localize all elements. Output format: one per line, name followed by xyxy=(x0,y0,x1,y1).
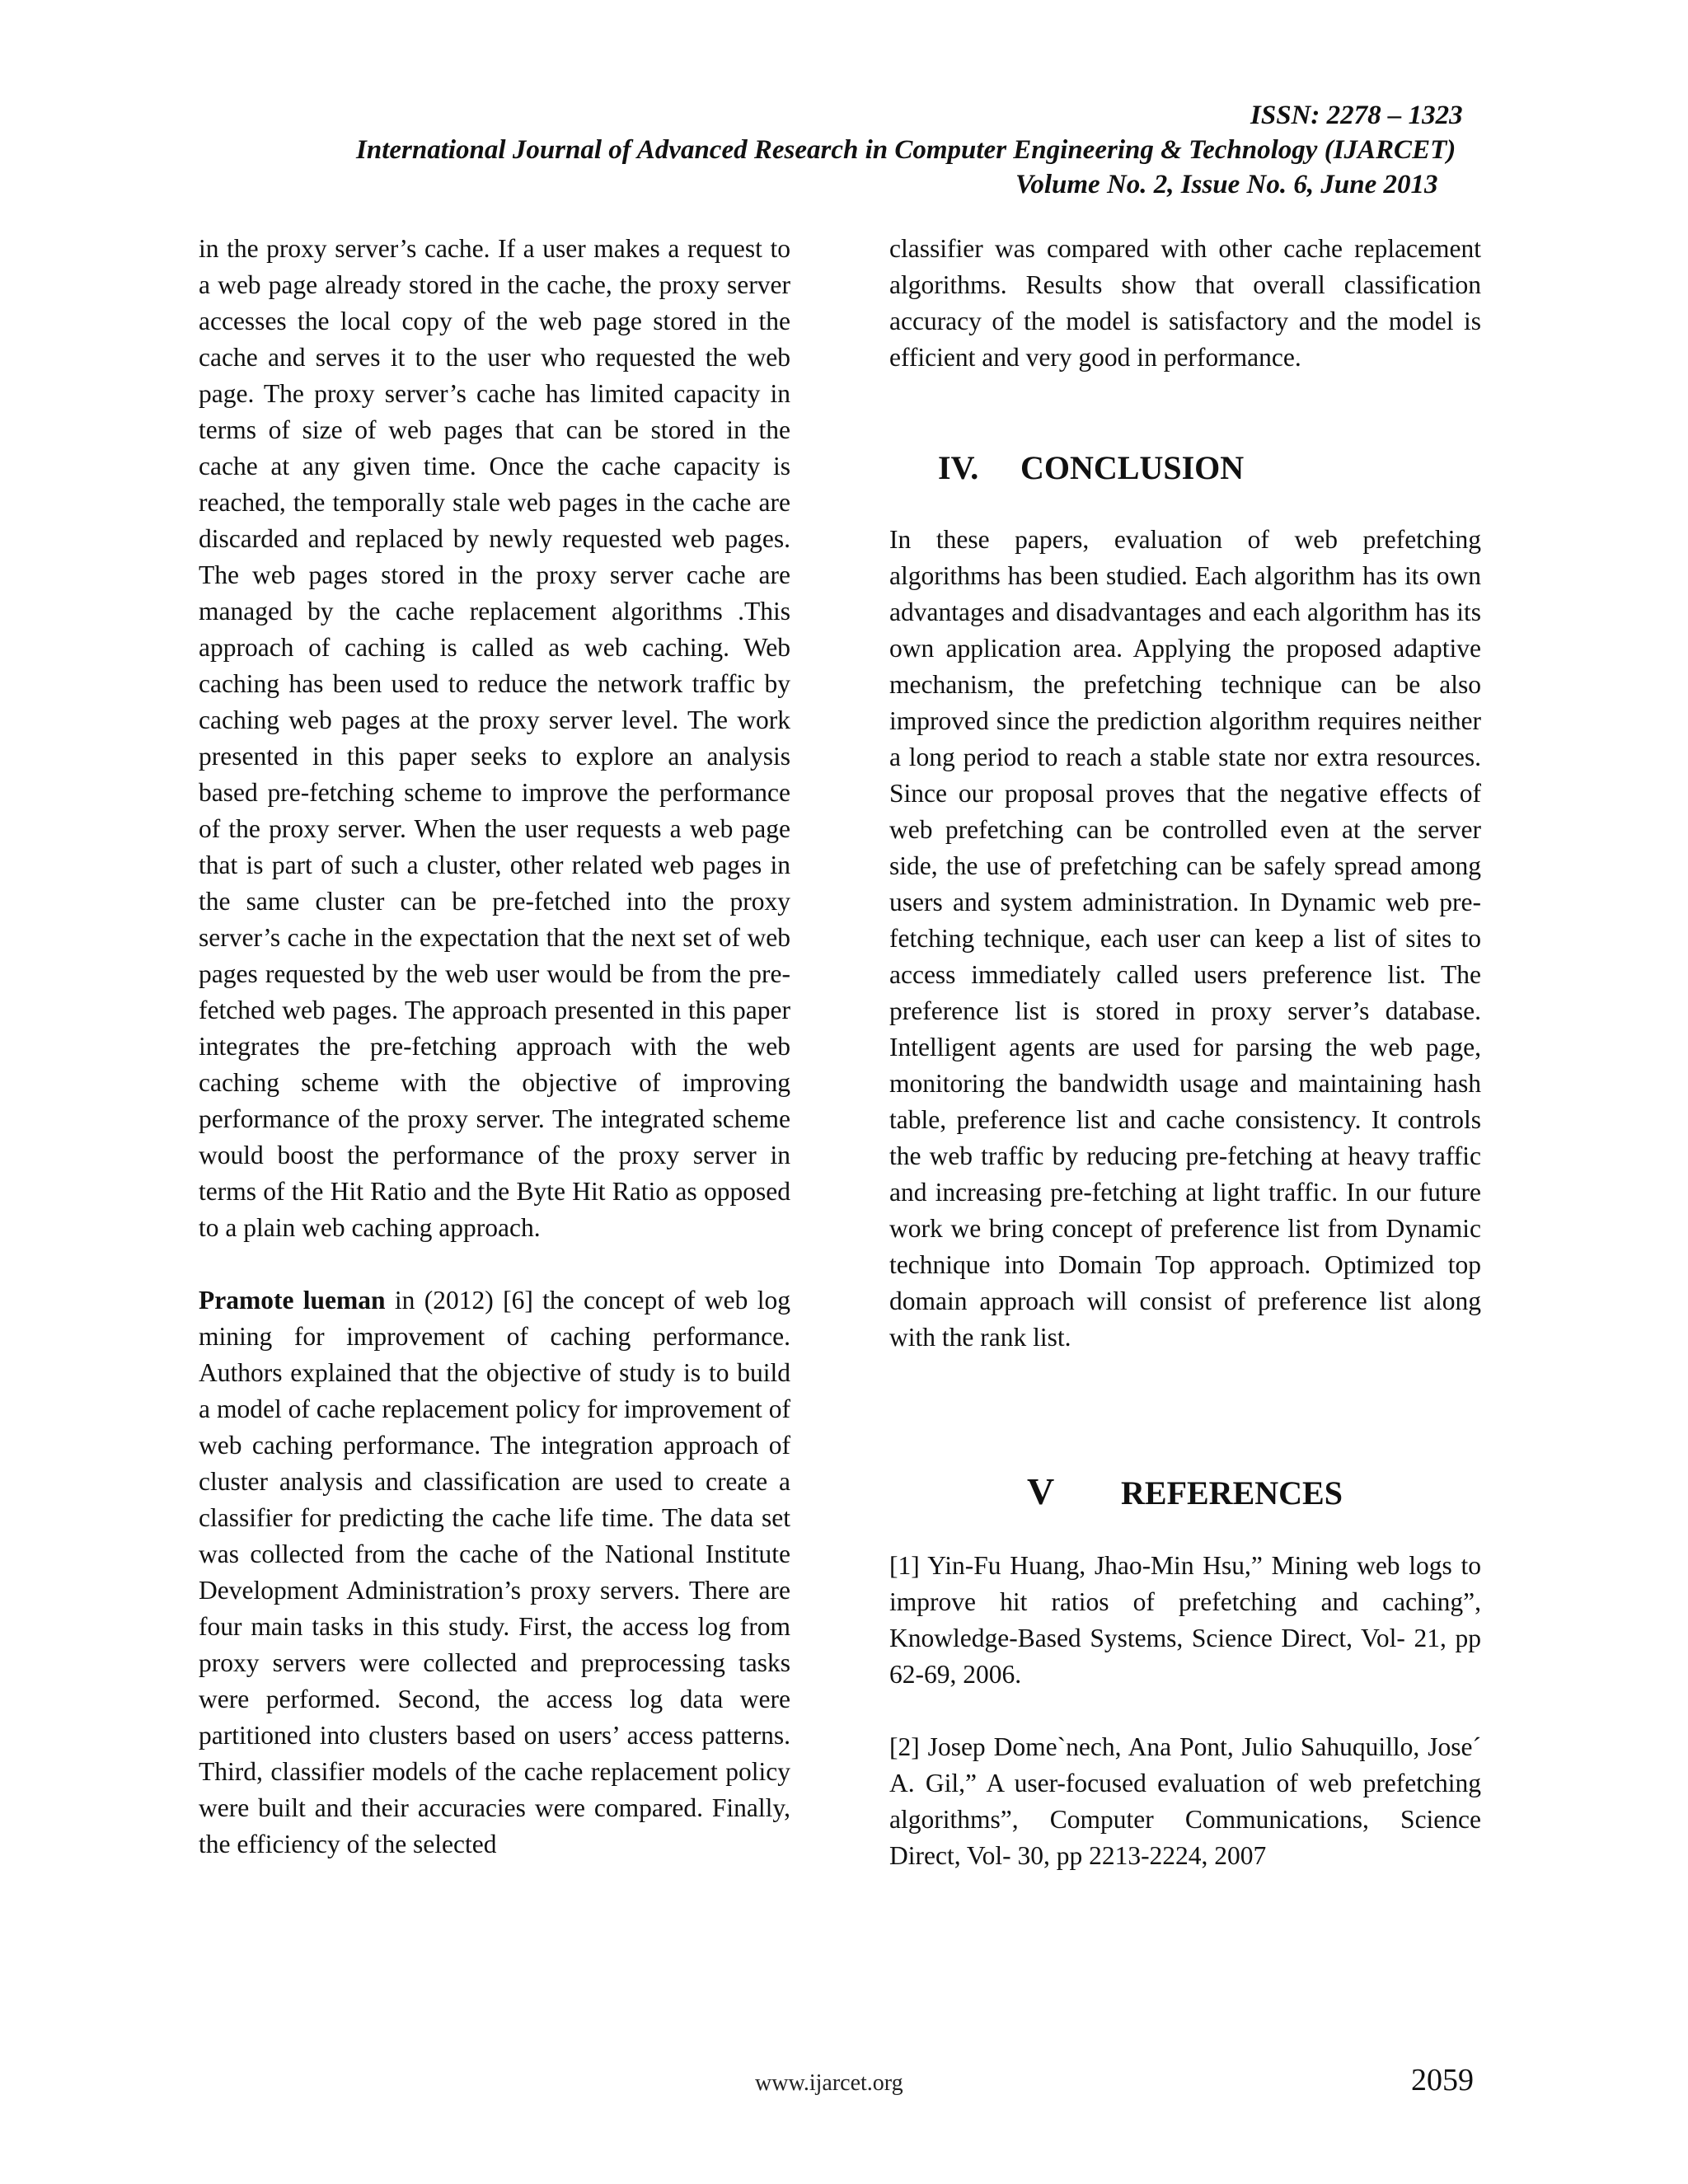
volume-line: Volume No. 2, Issue No. 6, June 2013 xyxy=(1015,170,1438,199)
section-number: V xyxy=(1027,1470,1055,1512)
author-name: Pramote lueman xyxy=(199,1286,386,1315)
body-paragraph-pramote xyxy=(199,1282,790,1863)
page-number: 2059 xyxy=(1411,2063,1474,2097)
section-number: IV. xyxy=(938,449,979,486)
footer-url: www.ijarcet.org xyxy=(755,2070,903,2096)
reference-item: [1] Yin-Fu Huang, Jhao-Min Hsu,” Mining web logs to improve hit ratios of prefetching and caching”, Knowledge-Based Systems, Science Direct, Vol- 21, pp 62-69, 2006. xyxy=(889,1551,1481,1689)
references-list xyxy=(889,1548,1481,1874)
left-column xyxy=(199,231,790,1863)
body-paragraph: In these papers, evaluation of web prefetching algorithms has been studied. Each algorithm has its own advantages and disadvantages and each algorithm has its own application area. Applying the proposed adaptive mechanism, the prefetching technique can be also improved since the prediction algorithm requires neither a long period to reach a stable state nor extra resources. Since our proposal proves that the negative effects of web prefetching can be controlled even at the server side, the use of prefetching can be safely spread among users and system administration. In Dynamic web pre-fetching technique, each user can keep a list of sites to access immediately called users preference list. The preference list is stored in proxy server’s database. Intelligent agents are used for parsing the web page, monitoring the bandwidth usage and maintaining hash table, preference list and cache consistency. It controls the web traffic by reducing pre-fetching at heavy traffic and increasing pre-fetching at light traffic. In our future work we bring concept of preference list from Dynamic technique into Domain Top approach. Optimized top domain approach will consist of preference list along with the rank list. xyxy=(889,525,1481,1352)
conclusion-text xyxy=(889,522,1481,1356)
issn-line: ISSN: 2278 – 1323 xyxy=(1250,101,1463,130)
paragraph-text: in (2012) [6] the concept of web log mining for improvement of caching performance. Authors explained that the objective of study is to build a model of cache replacement policy for improvement of web caching performance. The integration approach of cluster analysis and classification are used to create a classifier for predicting the cache life time. The data set was collected from the cache of the National Institute Development Administration’s proxy servers. There are four main tasks in this study. First, the access log from proxy servers were collected and preprocessing tasks were performed. Second, the access log data were partitioned into clusters based on users’ access patterns. Third, classifier models of the cache replacement policy were built and their accuracies were compared. Finally, the efficiency of the selected xyxy=(199,1286,790,1858)
body-paragraph: classifier was compared with other cache replacement algorithms. Results show that overall classification accuracy of the model is satisfactory and the model is efficient and very good in performance. xyxy=(889,234,1481,372)
right-column-intro xyxy=(889,231,1481,376)
section-heading-conclusion xyxy=(938,448,1244,488)
section-heading-references xyxy=(1027,1472,1343,1513)
reference-item: [2] Josep Dome`nech, Ana Pont, Julio Sahuquillo, Jose´ A. Gil,” A user-focused evaluation of web prefetching algorithms”, Computer Communications, Science Direct, Vol- 30, pp 2213-2224, 2007 xyxy=(889,1732,1481,1870)
section-title: CONCLUSION xyxy=(1020,449,1245,486)
journal-title: International Journal of Advanced Research in Computer Engineering & Technology (IJARCET) xyxy=(356,135,1456,165)
body-paragraph: in the proxy server’s cache. If a user makes a request to a web page already stored in the cache, the proxy server accesses the local copy of the web page stored in the cache and serves it to the user who requested the web page. The proxy server’s cache has limited capacity in terms of size of web pages that can be stored in the cache at any given time. Once the cache capacity is reached, the temporally stale web pages in the cache are discarded and replaced by newly requested web pages. The web pages stored in the proxy server cache are managed by the cache replacement algorithms .This approach of caching is called as web caching. Web caching has been used to reduce the network traffic by caching web pages at the proxy server level. The work presented in this paper seeks to explore an analysis based pre-fetching scheme to improve the performance of the proxy server. When the user requests a web page that is part of such a cluster, other related web pages in the same cluster can be pre-fetched into the proxy server’s cache in the expectation that the next set of web pages requested by the web user would be from the pre-fetched web pages. The approach presented in this paper integrates the pre-fetching approach with the web caching scheme with the objective of improving performance of the proxy server. The integrated scheme would boost the performance of the proxy server in terms of the Hit Ratio and the Byte Hit Ratio as opposed to a plain web caching approach. xyxy=(199,234,790,1242)
section-title: REFERENCES xyxy=(1121,1474,1343,1511)
